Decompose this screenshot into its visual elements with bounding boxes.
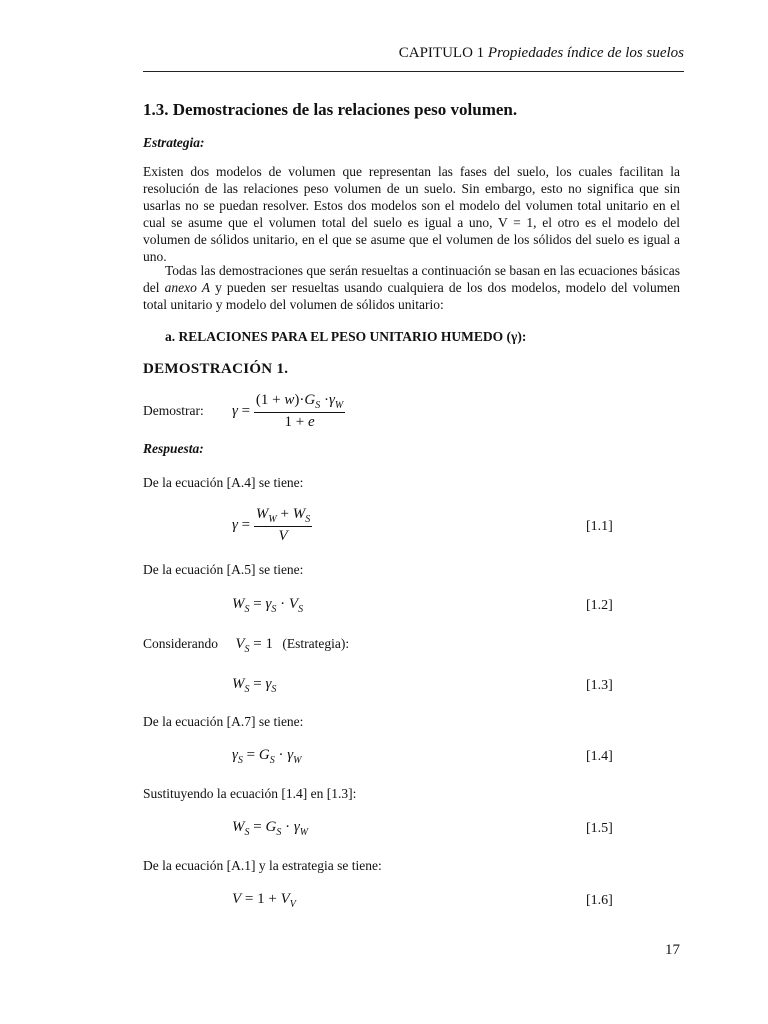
line-a1: De la ecuación [A.1] y la estrategia se tiene: (143, 858, 382, 873)
estrategia-note: (Estrategia): (282, 636, 350, 651)
line-a5: De la ecuación [A.5] se tiene: (143, 562, 304, 577)
equation-1-4: $\gamma_S = G_S \cdot \gamma_W$ (232, 747, 302, 766)
page-number: 17 (665, 942, 680, 958)
section-title: 1.3. Demostraciones de las relaciones peso volumen. (143, 100, 518, 119)
equation-1-5: $W_S = G_S \cdot \gamma_W$ (232, 819, 309, 838)
demostrar-label: Demostrar: (143, 403, 204, 418)
equation-number-1-6: [1.6] (586, 893, 613, 908)
equation-1-3: $W_S = \gamma_S$ (232, 676, 277, 695)
line-considerando: Considerando $V_S = 1$ (Estrategia): (143, 636, 350, 655)
respuesta-label: Respuesta: (143, 441, 204, 456)
equation-1-1: γ = $\frac{W_W + W_S}{V}$ (232, 506, 311, 544)
paragraph-models: Existen dos modelos de volumen que representan las fases del suelo, los cuales facilitan la resolución de las relaciones peso volumen de un suelo. Sin embargo, esto no significa que sin usarlas no se puedan resolver. Estos dos modelos son el modelo del volumen total unitario en el cual se asume que el volumen total del suelo es igual a uno, V = 1, el otro es el modelo del volumen de sólidos unitario, en el que se asume que el volumen de los sólidos del suelo es igual a uno. (143, 164, 680, 264)
equation-number-1-5: [1.5] (586, 821, 613, 836)
demo-title: DEMOSTRACIÓN 1. (143, 361, 289, 377)
subheading-relations: a. RELACIONES PARA EL PESO UNITARIO HUMEDO (γ): (165, 329, 527, 344)
equation-number-1-3: [1.3] (586, 678, 613, 693)
header-rule (143, 71, 684, 72)
line-sustituyendo: Sustituyendo la ecuación [1.4] en [1.3]: (143, 786, 357, 801)
chapter-label: CAPITULO 1 (398, 45, 485, 61)
equation-number-1-4: [1.4] (586, 749, 613, 764)
equation-demostrar: γ = $\frac{(1 + w)\cdot G_S \cdot\gamma_W}{1 + e}$ (232, 392, 344, 430)
considerando-label: Considerando (143, 636, 218, 651)
line-a4: De la ecuación [A.4] se tiene: (143, 475, 304, 490)
equation-number-1-2: [1.2] (586, 598, 613, 613)
paragraph-part1: Todas las demostraciones que serán resueltas a continuación se basan en las ecuaciones básicas del (143, 263, 680, 295)
paragraph-emph: anexo A (164, 280, 210, 295)
equation-1-2: $W_S = \gamma_S \cdot V_S$ (232, 596, 304, 615)
equation-1-6: $V = 1 + V_V$ (232, 891, 296, 910)
chapter-title: Propiedades índice de los suelos (487, 45, 684, 61)
line-a7: De la ecuación [A.7] se tiene: (143, 714, 304, 729)
paragraph-demonstrations (143, 262, 680, 313)
paragraph-part2: y pueden ser resueltas usando cualquiera de los dos modelos, modelo del volumen total unitario y modelo del volumen de sólidos unitario: (143, 280, 681, 312)
equation-number-1-1: [1.1] (586, 519, 613, 534)
strategy-label: Estrategia: (143, 135, 205, 150)
running-header (399, 45, 684, 62)
